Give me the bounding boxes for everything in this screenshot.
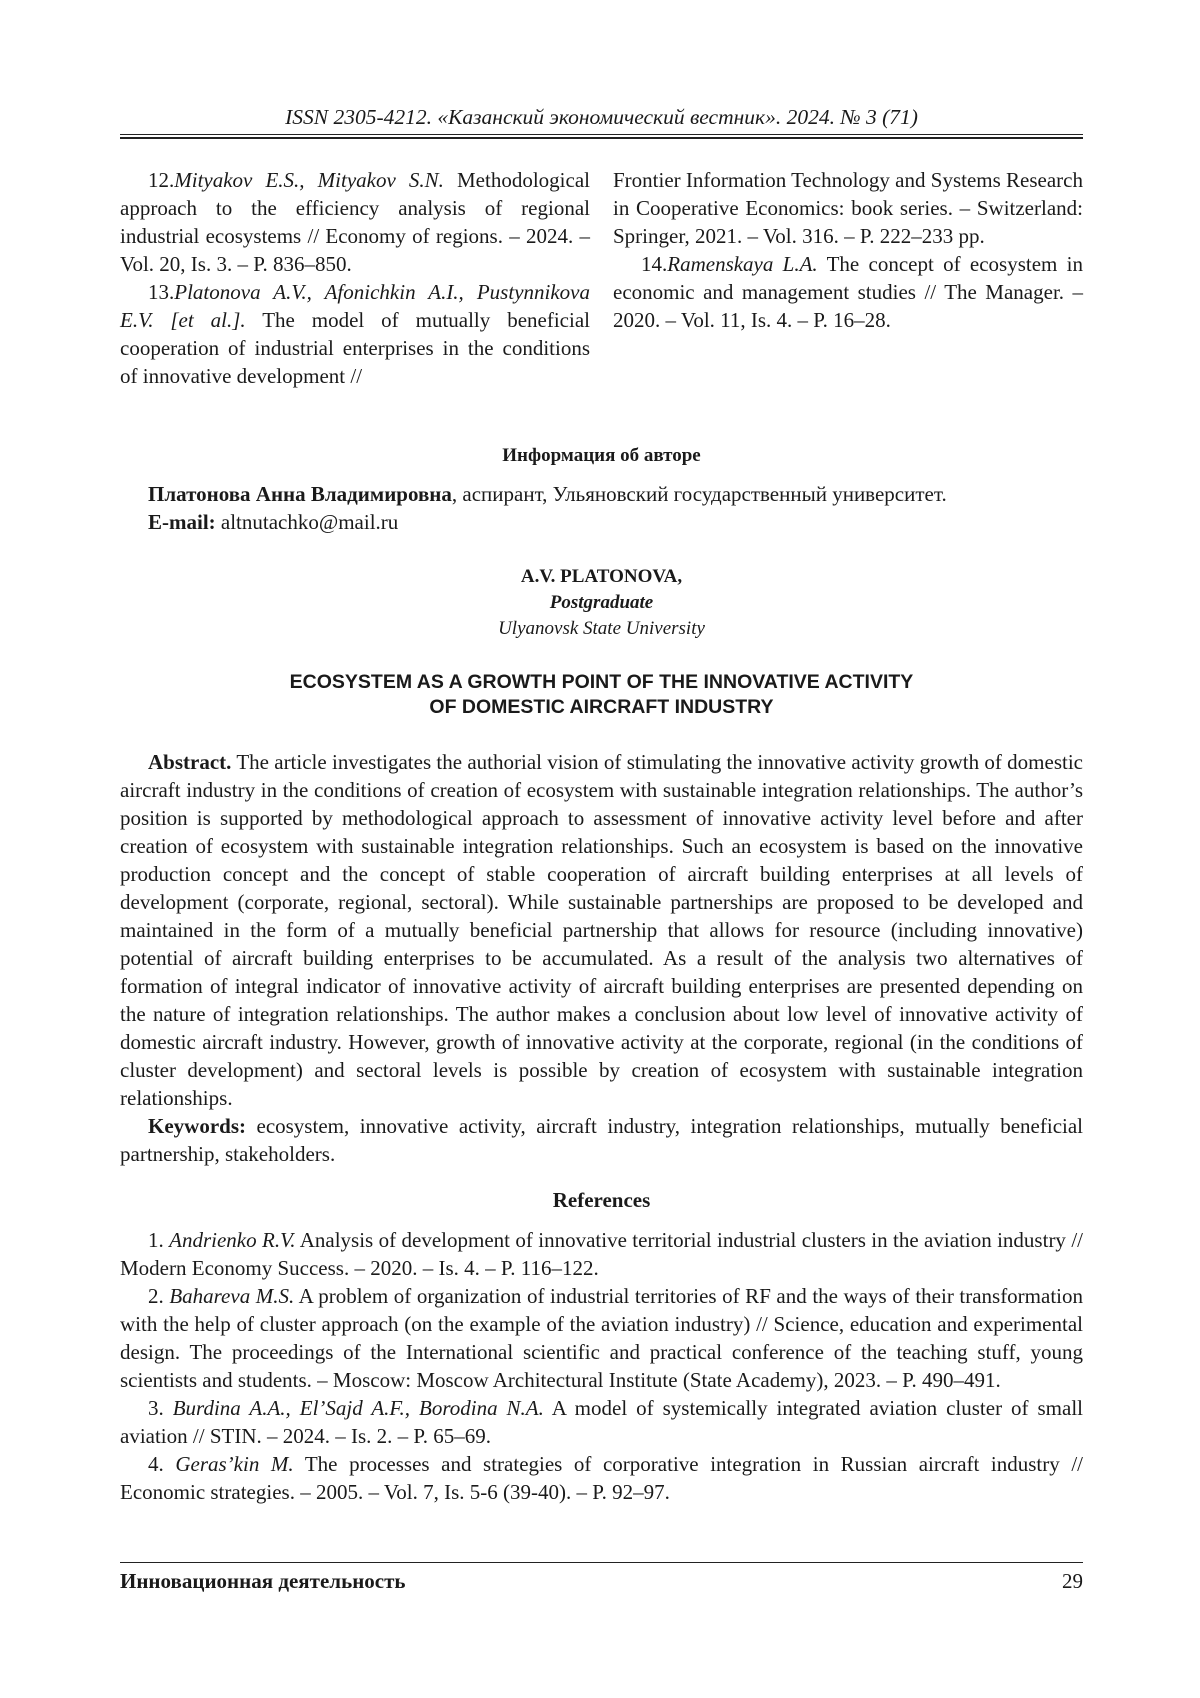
author-email: altnutachko@mail.ru [215, 510, 399, 534]
reference-text: A model of systemically integrated aviation cluster of small aviation // STIN. – 2024. – Is. 2. – P. 65–69. [120, 1396, 1084, 1448]
keywords-paragraph [120, 1112, 1083, 1168]
reference-authors: Mityakov E.S., Mityakov S.N. [174, 168, 444, 192]
right-column [613, 166, 1083, 390]
reference-text: The model of mutually beneficial cooperation of industrial enterprises in the conditions of innovative development // [120, 308, 590, 388]
reference-13-continued: Frontier Information Technology and Systems Research in Cooperative Economics: book series. – Switzerland: Springer, 2021. – Vol. 316. – P. 222–233 pp. [613, 168, 1083, 248]
reference-text: Analysis of development of innovative territorial industrial clusters in the aviation industry // Modern Economy Success. – 2020. – Is. 4. – P. 116–122. [120, 1228, 1084, 1280]
author-email-line [148, 508, 1083, 536]
page-footer [120, 1567, 1083, 1595]
reference-number: 12. [148, 168, 175, 192]
article-title-line-1: ECOSYSTEM AS A GROWTH POINT OF THE INNOVATIVE ACTIVITY [289, 671, 914, 693]
reference-text: The processes and strategies of corporative integration in Russian aircraft industry // Economic strategies. – 2005. – Vol. 7, Is. 5-6 (39-40). – P. 92–97. [120, 1452, 1084, 1504]
reference-number: 1. [148, 1228, 170, 1252]
author-info-line [148, 480, 1083, 508]
reference-text: Methodological approach to the efficiency analysis of regional industrial ecosystems // Economy of regions. – 2024. – Vol. 20, Is. 3. – P. 836–850. [120, 168, 590, 276]
reference-number: 3. [148, 1396, 173, 1420]
references-list [120, 1226, 1083, 1506]
reference-authors: Geras’kin M. [175, 1452, 294, 1476]
abstract-label: Abstract. [148, 750, 232, 774]
author-info [120, 480, 1083, 536]
reference-13 [120, 278, 590, 390]
article-title-line-2: OF DOMESTIC AIRCRAFT INDUSTRY [429, 696, 774, 718]
references-heading: References [552, 1188, 651, 1212]
abstract-paragraph [120, 748, 1083, 1112]
reference-authors: Andrienko R.V. [169, 1228, 296, 1252]
author-affiliation-en: Ulyanovsk State University [498, 618, 705, 639]
reference-item [120, 1282, 1083, 1394]
section-title: Инновационная деятельность [120, 1569, 406, 1593]
reference-number: 13. [148, 280, 175, 304]
reference-text: A problem of organization of industrial territories of RF and the ways of their transformation with the help of cluster approach (on the example of the aviation industry) // Science, education and experimental design. The proceedings of the International scientific and practical conference of the teaching stuff, young scientists and students. – Moscow: Moscow Architectural Institute (State Academy), 2023. – P. 490–491. [120, 1284, 1084, 1392]
left-column [120, 166, 590, 390]
keywords-label: Keywords: [148, 1114, 246, 1138]
reference-number: 14. [641, 252, 668, 276]
abstract-section [120, 748, 1083, 1168]
author-block-en [120, 564, 1083, 642]
two-column-references [120, 166, 1083, 390]
abstract-text: The article investigates the authorial vision of stimulating the innovative activity growth of domestic aircraft industry in the conditions of creation of ecosystem with sustainable integration relationships. The author’s position is supported by methodological approach to assessment of innovative activity level before and after creation of ecosystem with sustainable integration relationships. Such an ecosystem is based on the innovative production concept and the concept of stable cooperation of aircraft building enterprises at all levels of development (corporate, regional, sectoral). While sustainable partnerships are proposed to be developed and maintained in the form of a mutually beneficial partnership that allows for resource (including innovative) potential of aircraft building enterprises to be accumulated. As a result of the analysis two alternatives of formation of integral indicator of innovative activity of aircraft building enterprises are presented depending on the nature of integration relationships. The author makes a conclusion about low level of innovative activity of domestic aircraft industry. However, growth of innovative activity at the corporate, regional (in the conditions of cluster development) and sectoral levels is possible by creation of ecosystem with sustainable integration relationships. [120, 750, 1083, 1110]
reference-item [120, 1450, 1083, 1506]
author-name: Платонова Анна Владимировна [148, 482, 452, 506]
reference-authors: Platonova A.V., Afonichkin A.I., Pustynnikova E.V. [et al.]. [120, 280, 590, 332]
article-title [120, 670, 1083, 720]
keywords-text: ecosystem, innovative activity, aircraft industry, integration relationships, mutually beneficial partnership, stakeholders. [120, 1114, 1083, 1166]
header-rule [120, 134, 1083, 139]
reference-14 [613, 250, 1083, 334]
journal-header: ISSN 2305-4212. «Казанский экономический вестник». 2024. № 3 (71) [285, 105, 918, 129]
reference-item [120, 1394, 1083, 1450]
reference-authors: Burdina A.A., El’Sajd A.F., Borodina N.A. [172, 1396, 544, 1420]
author-name-en: A.V. PLATONOVA, [520, 566, 683, 587]
author-info-heading: Информация об авторе [502, 445, 701, 466]
reference-12 [120, 166, 590, 278]
reference-item [120, 1226, 1083, 1282]
reference-authors: Ramenskaya L.A. [667, 252, 818, 276]
reference-authors: Bahareva M.S. [169, 1284, 295, 1308]
reference-text: The concept of ecosystem in economic and management studies // The Manager. – 2020. – Vol. 11, Is. 4. – P. 16–28. [613, 252, 1084, 332]
page-number: 29 [1062, 1569, 1083, 1593]
email-label: E-mail: [148, 510, 216, 534]
footer-rule [120, 1562, 1083, 1563]
author-details: , аспирант, Ульяновский государственный университет. [451, 482, 947, 506]
reference-number: 2. [148, 1284, 170, 1308]
reference-number: 4. [148, 1452, 176, 1476]
author-position-en: Postgraduate [549, 592, 654, 613]
